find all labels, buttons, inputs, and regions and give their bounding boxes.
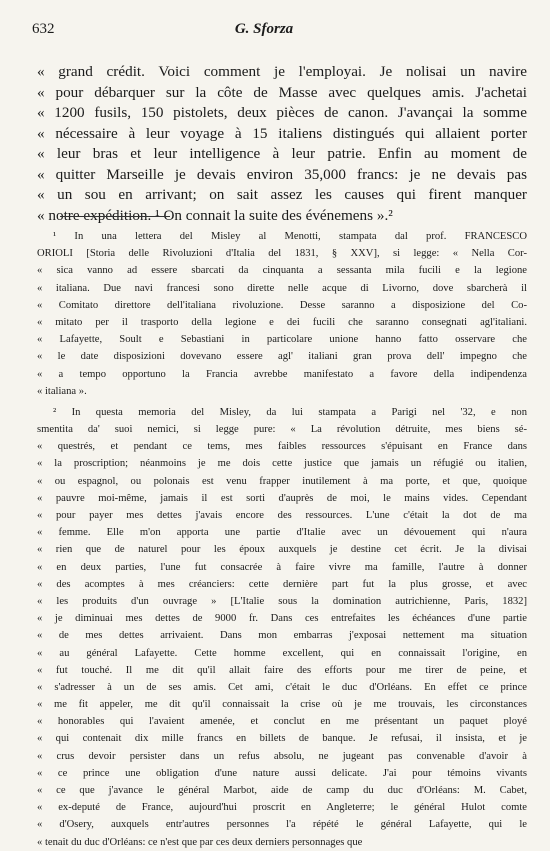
- footnote-line: « questrés, et pendant ce tems, mes faibles ressources s'épuisant en France dans: [37, 441, 527, 453]
- footnote-line: « Lafayette, Soult e Sebastiani in particolare unione hanno fatto osservare che: [37, 334, 527, 346]
- footnote-line: « d'Osery, auxquels entr'autres personnes l'a répété le général Lafayette, qui le: [37, 819, 527, 831]
- footnote-line: « s'adresser à un de ses amis. Cet ami, c'était le duc d'Orléans. En effet ce prince: [37, 681, 527, 693]
- footnote-line: « pauvre moi-même, jamais il est sorti d'auprès de moi, le mains vides. Cependant: [37, 492, 527, 504]
- footnote-line: « sica vanno ad essere sbarcati da cinquanta a sessanta mila fucili e la legione: [37, 265, 527, 277]
- footnote-line: « les produits d'un ouvrage » [L'Italie sous la domination autrichienne, Paris, 1832]: [37, 595, 527, 607]
- main-text-line: « notre expédition. ¹ On connait la suite des événemens ».²: [37, 206, 393, 224]
- footnote-line: « crus devoir persister dans un refus absolu, ne jugeant pas convenable d'avoir à: [37, 750, 527, 762]
- footnote-line: « rien que de naturel pour les époux auxquels je destine cet écrit. Je la divisai: [37, 544, 527, 556]
- running-head: G. Sforza: [234, 21, 294, 37]
- main-text-line: « grand crédit. Voici comment je l'employai. Je nolisai un navire: [37, 63, 527, 80]
- footnote-line: « honorables qui l'avaient amenée, et conclut en me présentant un paquet ployé: [37, 716, 527, 728]
- footnote-line: « qui contenait dix mille francs en billets de banque. Je refusai, il insista, et je: [37, 733, 527, 745]
- footnote-line: « ce prince une obligation d'une nature aussi delicate. J'ai pour témoins vivants: [37, 767, 527, 779]
- footnote-separator: [60, 216, 170, 217]
- footnote-line: ¹ In una lettera del Misley al Menotti, stampata dal prof. FRANCESCO: [53, 231, 527, 242]
- main-text-line: « nécessaire à leur voyage à 15 italiens distingués qui allaient porter: [37, 124, 527, 142]
- footnote-line: ² In questa memoria del Misley, da lui stampata a Parigi nel '32, e non: [53, 406, 527, 418]
- footnote-line: « de mes dettes arrivaient. Dans mon embarras j'exposai nettement ma situation: [37, 630, 527, 642]
- footnote-line: « Comitato direttore dell'italiana rivoluzione. Desse saranno a disposizione del Co-: [37, 299, 527, 311]
- footnote-line: « me fit appeler, me dit qu'il connaissait la crise où je me trouvais, les circonstances: [37, 699, 527, 711]
- main-text-line: « pour débarquer sur la côte de Masse avec quelques amis. J'achetai: [37, 83, 527, 101]
- footnote-1: [37, 228, 527, 400]
- footnote-line: « fut touché. Il me dit qu'il allait faire des efforts pour me tirer de peine, et: [37, 664, 527, 676]
- footnote-line: « je diminuai mes dettes de 9000 fr. Dans ces entrefaites les échéances d'une partie: [37, 613, 527, 625]
- main-text-line: « quitter Marseille je devais environ 35,000 francs: je ne devais pas: [37, 165, 527, 183]
- footnote-line: « tenait du duc d'Orléans: ce n'est que par ces deux derniers personnages que: [37, 836, 363, 848]
- page-header: [32, 21, 516, 38]
- main-text-block: [37, 62, 527, 226]
- footnote-line: « italiana. Due navi francesi sono dirette nelle acque di Livorno, dove sbarcherà il: [37, 282, 527, 294]
- footnote-line: « italiana ».: [37, 385, 87, 397]
- footnote-line: « femme. Elle m'on apporta une partie d'Italie avec un dévouement qui n'aura: [37, 527, 527, 539]
- footnote-line: ORIOLI [Storia delle Rivoluzioni d'Italia del 1831, § XXV], si legge: « Nella Cor-: [37, 248, 527, 260]
- footnotes-block: [37, 228, 527, 851]
- main-text-line: « un sou en arrivant; on sait assez les causes qui firent manquer: [37, 186, 527, 203]
- footnote-line: « ex-deputé de France, aujourd'hui proscrit en Angleterre; le général Hulot comte: [37, 802, 527, 814]
- footnote-line: smentita da' suoi nemici, si legge pure: « La révolution détruite, mes biens sé-: [37, 424, 527, 436]
- footnote-line: « pour payer mes dettes j'avais encore des ressources. L'une c'était la dot de ma: [37, 510, 527, 521]
- footnote-line: « en deux parties, l'une fut consacrée à faire vivre ma famille, l'autre à donner: [37, 561, 527, 573]
- footnote-line: « des acomptes à mes créanciers: cette dernière part fut la plus grosse, et avec: [37, 578, 527, 590]
- footnote-2: [37, 404, 527, 851]
- page-number: 632: [32, 21, 55, 37]
- footnote-line: « au général Lafayette. Cette homme excellent, qui en connaissait l'origine, en: [37, 647, 527, 659]
- footnote-line: « ou espagnol, ou polonais est venu frapper inutilement à ma porte, et que, quoique: [37, 475, 527, 487]
- main-text-line: « leur bras et leur intelligence à leur patrie. Enfin au moment de: [37, 145, 527, 162]
- main-text-line: « 1200 fusils, 150 pistolets, deux pièces de canon. J'avançai la somme: [37, 104, 527, 121]
- footnote-line: « le date disposizioni dovevano essere agl' italiani gran prova dell' impegno che: [37, 351, 527, 363]
- footnote-line: « mitato per il trasporto della legione e dei fucili che saranno consegnati agl'italiani.: [37, 316, 527, 328]
- footnote-line: « a tempo opportuno la Francia avrebbe manifestato a favore della indipendenza: [37, 368, 527, 380]
- footnote-line: « ce que j'avance le général Marbot, aide de camp du duc d'Orléans: M. Cabet,: [37, 785, 527, 796]
- footnote-line: « la proscription; néanmoins je me dois cette justice que jamais un réfugié ou italien,: [37, 458, 527, 470]
